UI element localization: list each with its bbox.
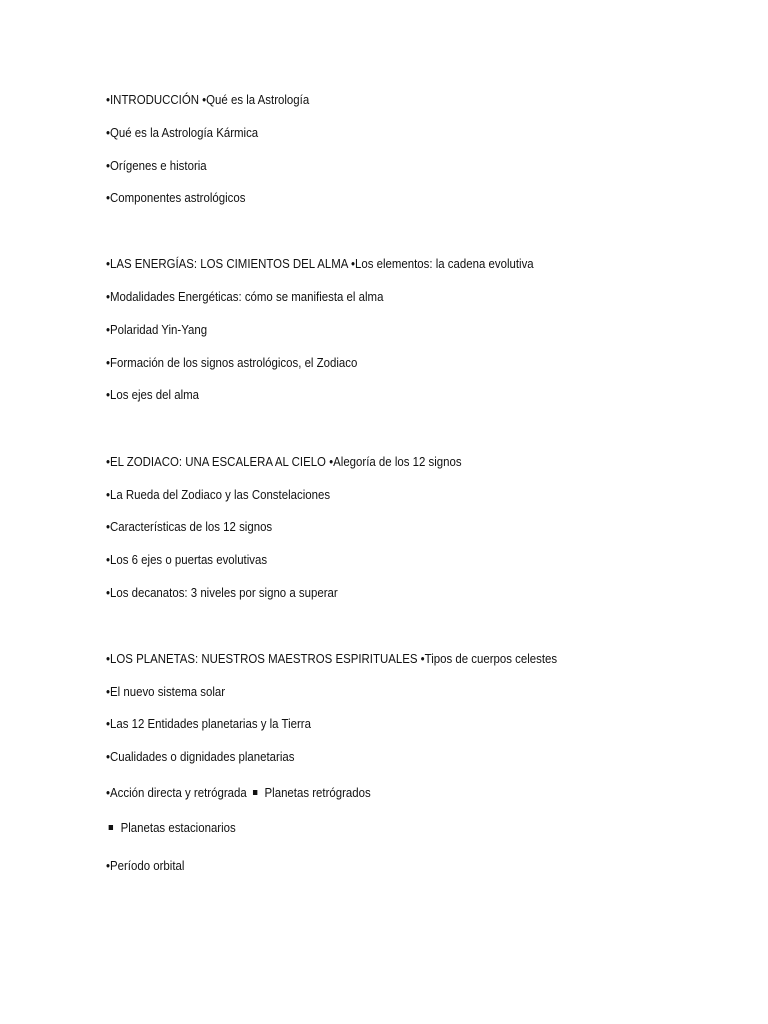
toc-line-modalidades: •Modalidades Energéticas: cómo se manifiesta el alma [106,289,384,304]
toc-line-nuevo-sistema: •El nuevo sistema solar [106,684,226,699]
toc-line-ejes-evolutivas: •Los 6 ejes o puertas evolutivas [106,552,268,567]
square-bullet-icon [109,825,113,830]
toc-line-las-energias: •LAS ENERGÍAS: LOS CIMIENTOS DEL ALMA •Los elementos: la cadena evolutiva [106,256,534,271]
toc-line-accion-directa [106,785,371,801]
toc-line-planetas-retrogrados: Planetas retrógrados [264,785,371,800]
toc-line-origenes: •Orígenes e historia [106,158,207,173]
toc-line-formacion-signos: •Formación de los signos astrológicos, el Zodiaco [106,355,358,370]
toc-line-accion-directa-text: •Acción directa y retrógrada [106,785,247,800]
toc-line-rueda-zodiaco: •La Rueda del Zodiaco y las Constelaciones [106,487,331,502]
square-bullet-icon [253,790,257,795]
toc-line-cualidades: •Cualidades o dignidades planetarias [106,749,295,764]
toc-line-ejes-alma: •Los ejes del alma [106,387,200,402]
toc-line-componentes: •Componentes astrológicos [106,190,246,205]
toc-line-decanatos: •Los decanatos: 3 niveles por signo a superar [106,585,338,600]
toc-line-los-planetas: •LOS PLANETAS: NUESTROS MAESTROS ESPIRITUALES •Tipos de cuerpos celestes [106,651,558,666]
toc-line-planetas-estacionarios: Planetas estacionarios [120,820,236,835]
toc-line-periodo-orbital: •Período orbital [106,858,185,873]
toc-line-el-zodiaco: •EL ZODIACO: UNA ESCALERA AL CIELO •Alegoría de los 12 signos [106,454,462,469]
toc-line-entidades: •Las 12 Entidades planetarias y la Tierra [106,716,311,731]
toc-line-astrologia-karmica: •Qué es la Astrología Kármica [106,125,259,140]
toc-line-introduccion: •INTRODUCCIÓN •Qué es la Astrología [106,92,310,107]
toc-line-estacionarios [106,820,236,836]
toc-line-caracteristicas: •Características de los 12 signos [106,519,273,534]
toc-line-polaridad: •Polaridad Yin-Yang [106,322,208,337]
